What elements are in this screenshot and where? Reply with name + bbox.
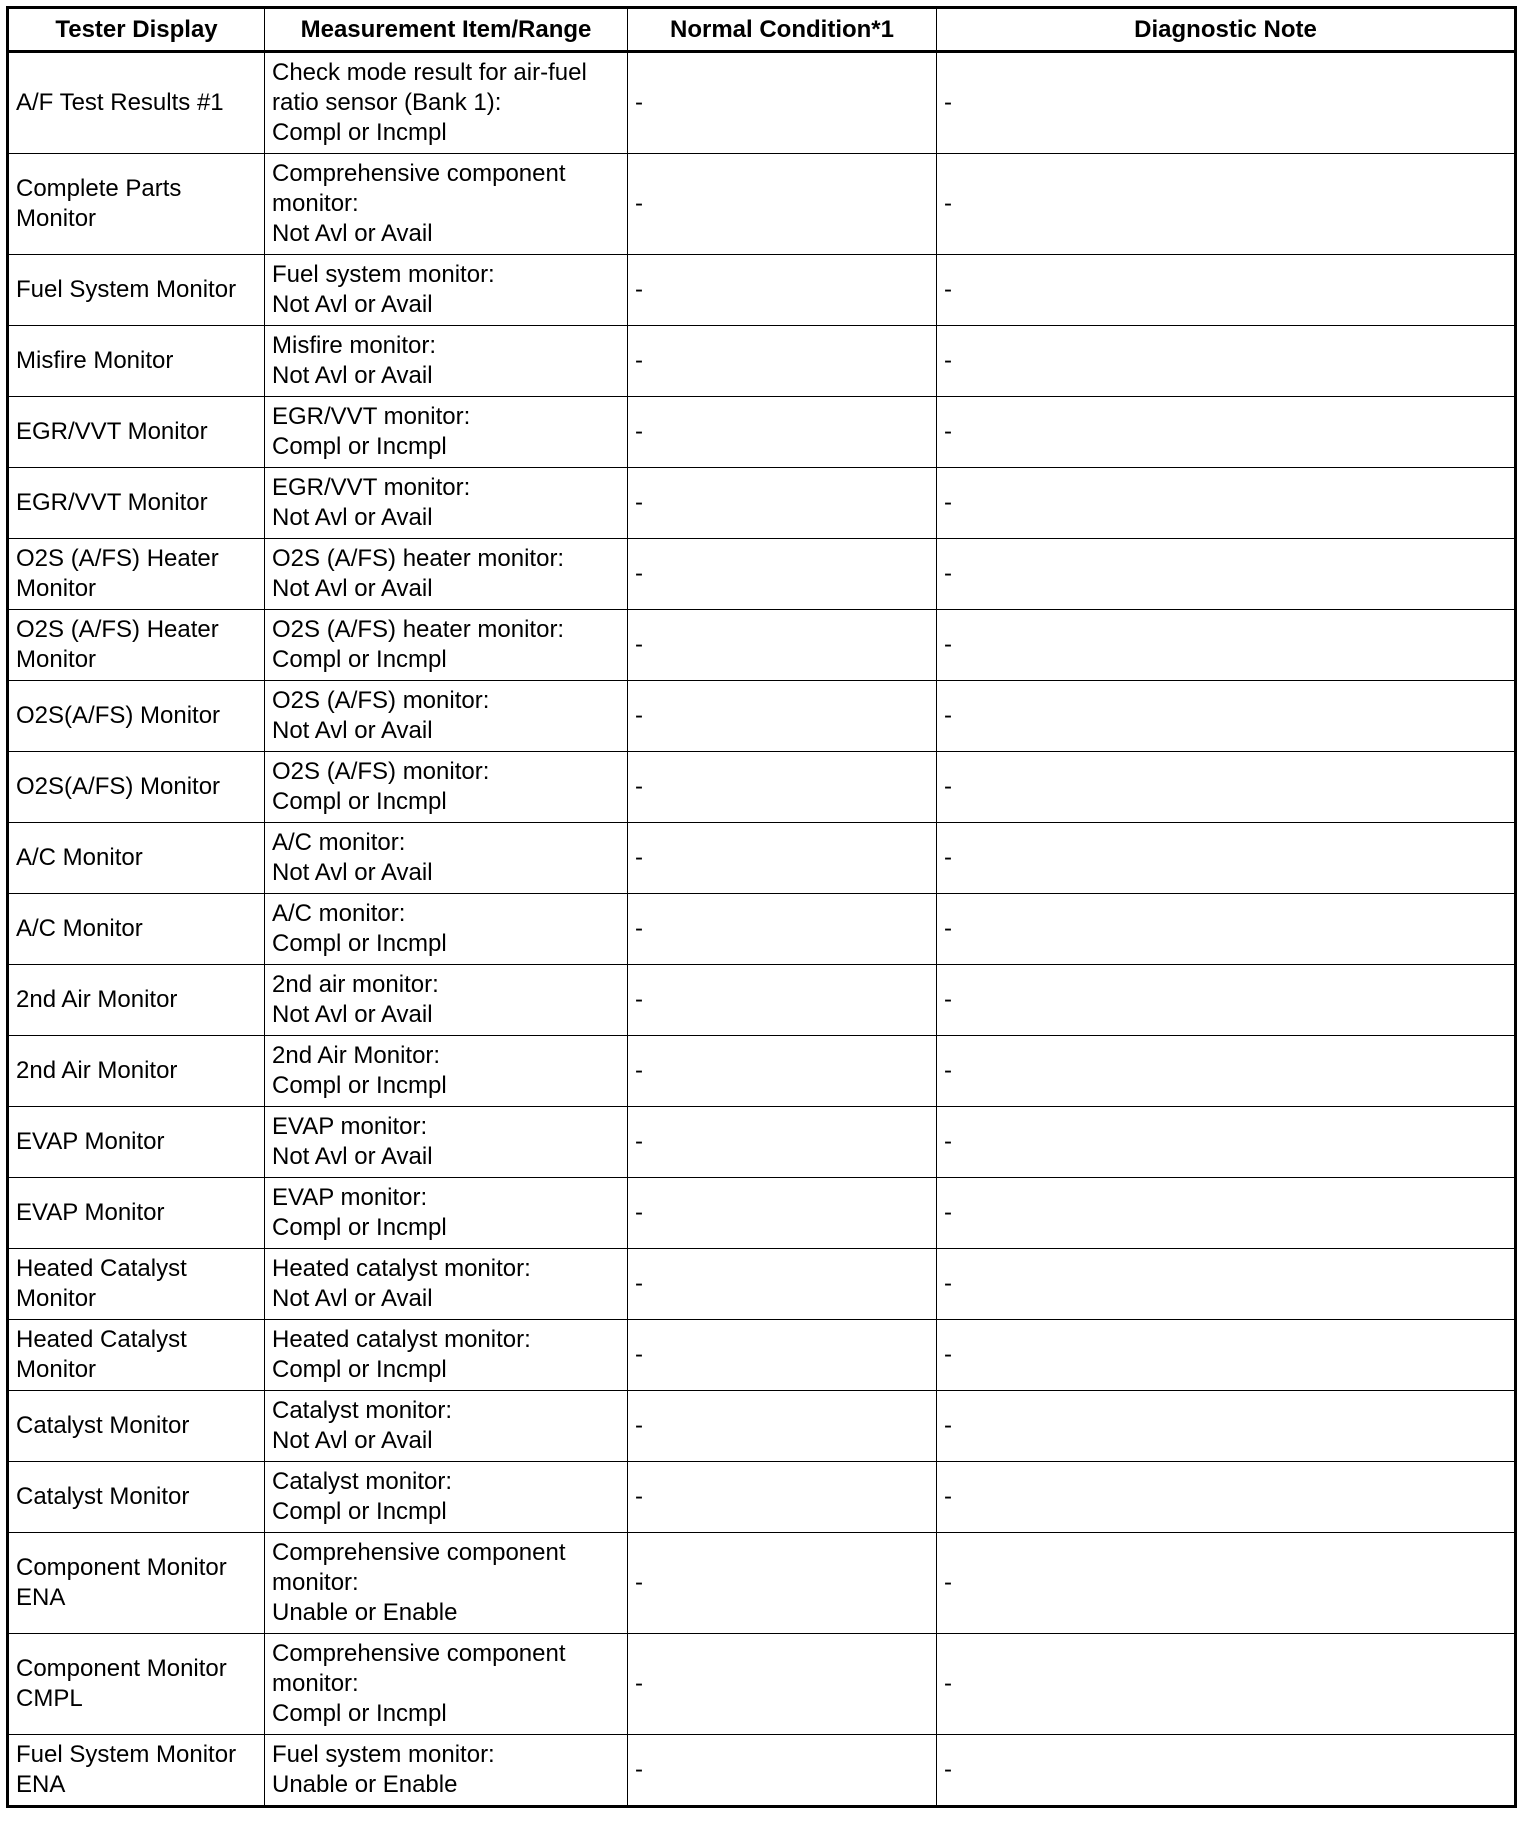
tester-display-text: O2S(A/FS) Monitor [16,702,221,729]
table-row [8,1391,1516,1462]
measurement-item-cell [265,1634,628,1735]
measurement-item-cell [265,1462,628,1533]
measurement-item-cell [265,1107,628,1178]
diagnostic-note-cell: - [937,1462,1516,1533]
header-normal-condition: Normal Condition*1 [628,8,937,52]
table-row [8,894,1516,965]
diagnostic-note-cell: - [937,965,1516,1036]
measurement-item-text: Fuel system monitor: [272,261,495,288]
tester-display-text: EVAP Monitor [16,1199,165,1226]
tester-display-cell [8,965,265,1036]
measurement-item-cell [265,823,628,894]
normal-condition-cell: - [628,823,937,894]
measurement-item-cell [265,1320,628,1391]
diagnostic-note-cell: - [937,1391,1516,1462]
measurement-item-text: 2nd Air Monitor: [272,1042,441,1069]
table-row [8,1107,1516,1178]
measurement-item-text: Unable or Enable [272,1771,458,1798]
header-tester-display: Tester Display [8,8,265,52]
tester-display-text: Monitor [16,646,97,673]
measurement-item-text: Compl or Incmpl [272,788,447,815]
tester-display-cell [8,1036,265,1107]
measurement-item-cell [265,610,628,681]
measurement-item-text: Not Avl or Avail [272,859,433,886]
measurement-item-text: Compl or Incmpl [272,433,447,460]
table-header-row [8,8,1516,52]
diagnostic-note-cell: - [937,539,1516,610]
measurement-item-text: O2S (A/FS) monitor: [272,758,490,785]
normal-condition-cell: - [628,752,937,823]
table-row [8,823,1516,894]
measurement-item-text: Not Avl or Avail [272,362,433,389]
normal-condition-cell: - [628,1320,937,1391]
measurement-item-text: 2nd air monitor: [272,971,439,998]
tester-display-text: Monitor [16,205,97,232]
measurement-item-text: EVAP monitor: [272,1184,428,1211]
measurement-item-text: monitor: [272,1670,359,1697]
tester-display-text: ENA [16,1771,66,1798]
measurement-item-text: Heated catalyst monitor: [272,1326,531,1353]
tester-display-text: Monitor [16,1285,97,1312]
measurement-item-text: Compl or Incmpl [272,119,447,146]
measurement-item-text: Not Avl or Avail [272,1285,433,1312]
normal-condition-cell: - [628,539,937,610]
normal-condition-cell: - [628,1735,937,1807]
measurement-item-cell [265,681,628,752]
measurement-item-text: Comprehensive component [272,160,566,187]
measurement-item-text: EGR/VVT monitor: [272,474,471,501]
measurement-item-text: Not Avl or Avail [272,220,433,247]
normal-condition-cell: - [628,894,937,965]
diagnostic-note-cell: - [937,154,1516,255]
measurement-item-text: O2S (A/FS) monitor: [272,687,490,714]
measurement-item-text: O2S (A/FS) heater monitor: [272,545,565,572]
measurement-item-text: Compl or Incmpl [272,1356,447,1383]
table-row [8,326,1516,397]
table-body [8,52,1516,1807]
measurement-item-cell [265,965,628,1036]
measurement-item-cell [265,1178,628,1249]
diagnostic-note-cell: - [937,610,1516,681]
table-row [8,1462,1516,1533]
diagnostic-note-cell: - [937,1107,1516,1178]
measurement-item-text: Fuel system monitor: [272,1741,495,1768]
measurement-item-text: Not Avl or Avail [272,575,433,602]
tester-display-text: CMPL [16,1685,83,1712]
tester-display-cell [8,681,265,752]
table-row [8,539,1516,610]
tester-display-text: Complete Parts [16,175,182,202]
measurement-item-cell [265,894,628,965]
tester-display-text: Fuel System Monitor [16,276,237,303]
normal-condition-cell: - [628,1634,937,1735]
measurement-item-text: Compl or Incmpl [272,646,447,673]
measurement-item-text: A/C monitor: [272,829,406,856]
normal-condition-cell: - [628,1178,937,1249]
header-measurement-item: Measurement Item/Range [265,8,628,52]
header-diagnostic-note: Diagnostic Note [937,8,1516,52]
tester-display-text: O2S (A/FS) Heater [16,545,219,572]
table-row [8,681,1516,752]
normal-condition-cell: - [628,681,937,752]
measurement-item-cell [265,1391,628,1462]
measurement-item-text: Compl or Incmpl [272,1072,447,1099]
tester-display-cell [8,52,265,154]
measurement-item-text: Comprehensive component [272,1539,566,1566]
measurement-item-cell [265,1533,628,1634]
tester-display-text: Component Monitor [16,1655,227,1682]
tester-display-cell [8,539,265,610]
tester-display-text: EVAP Monitor [16,1128,165,1155]
normal-condition-cell: - [628,255,937,326]
normal-condition-cell: - [628,52,937,154]
table-row [8,1036,1516,1107]
tester-display-cell [8,1735,265,1807]
measurement-item-cell [265,154,628,255]
table-row [8,965,1516,1036]
measurement-item-text: Compl or Incmpl [272,1700,447,1727]
measurement-item-text: Heated catalyst monitor: [272,1255,531,1282]
tester-display-cell [8,397,265,468]
tester-display-text: Heated Catalyst [16,1326,187,1353]
tester-display-cell [8,255,265,326]
diagnostic-note-cell: - [937,1634,1516,1735]
diagnostic-note-cell: - [937,1178,1516,1249]
normal-condition-cell: - [628,1249,937,1320]
measurement-item-cell [265,468,628,539]
tester-display-text: Catalyst Monitor [16,1412,190,1439]
tester-display-text: A/F Test Results #1 [16,89,224,116]
diagnostic-note-cell: - [937,52,1516,154]
tester-display-text: Catalyst Monitor [16,1483,190,1510]
diagnostic-note-cell: - [937,468,1516,539]
tester-display-cell [8,1107,265,1178]
measurement-item-cell [265,539,628,610]
measurement-item-text: O2S (A/FS) heater monitor: [272,616,565,643]
tester-display-cell [8,1533,265,1634]
table-row [8,255,1516,326]
measurement-item-text: Not Avl or Avail [272,717,433,744]
measurement-item-text: A/C monitor: [272,900,406,927]
tester-display-cell [8,1320,265,1391]
measurement-item-cell [265,326,628,397]
measurement-item-text: monitor: [272,1569,359,1596]
measurement-item-cell [265,752,628,823]
diagnostic-note-cell: - [937,752,1516,823]
measurement-item-text: Comprehensive component [272,1640,566,1667]
tester-display-cell [8,154,265,255]
tester-display-cell [8,1249,265,1320]
measurement-item-text: EVAP monitor: [272,1113,428,1140]
tester-display-text: Fuel System Monitor [16,1741,237,1768]
measurement-item-text: Misfire monitor: [272,332,437,359]
measurement-item-text: Not Avl or Avail [272,1143,433,1170]
table-row [8,1320,1516,1391]
monitor-status-table [6,6,1517,1808]
diagnostic-note-cell: - [937,326,1516,397]
normal-condition-cell: - [628,1036,937,1107]
table-row [8,154,1516,255]
tester-display-text: ENA [16,1584,66,1611]
table-row [8,52,1516,154]
normal-condition-cell: - [628,1533,937,1634]
measurement-item-cell [265,397,628,468]
tester-display-cell [8,610,265,681]
measurement-item-text: ratio sensor (Bank 1): [272,89,502,116]
diagnostic-note-cell: - [937,894,1516,965]
diagnostic-note-cell: - [937,823,1516,894]
tester-display-text: O2S(A/FS) Monitor [16,773,221,800]
measurement-item-text: Catalyst monitor: [272,1468,453,1495]
measurement-item-text: Catalyst monitor: [272,1397,453,1424]
normal-condition-cell: - [628,610,937,681]
table-row [8,1634,1516,1735]
table-row [8,1249,1516,1320]
diagnostic-note-cell: - [937,1036,1516,1107]
measurement-item-text: Compl or Incmpl [272,1214,447,1241]
diagnostic-note-cell: - [937,681,1516,752]
table-row [8,1533,1516,1634]
measurement-item-text: Unable or Enable [272,1599,458,1626]
diagnostic-note-cell: - [937,1735,1516,1807]
tester-display-text: 2nd Air Monitor [16,986,178,1013]
normal-condition-cell: - [628,1107,937,1178]
measurement-item-text: Compl or Incmpl [272,1498,447,1525]
tester-display-text: EGR/VVT Monitor [16,418,208,445]
measurement-item-cell [265,52,628,154]
measurement-item-cell [265,1735,628,1807]
table-row [8,610,1516,681]
measurement-item-cell [265,255,628,326]
tester-display-text: Heated Catalyst [16,1255,187,1282]
table-row [8,1735,1516,1807]
table-row [8,468,1516,539]
tester-display-cell [8,1462,265,1533]
normal-condition-cell: - [628,154,937,255]
diagnostic-note-cell: - [937,255,1516,326]
tester-display-text: 2nd Air Monitor [16,1057,178,1084]
measurement-item-text: EGR/VVT monitor: [272,403,471,430]
diagnostic-note-cell: - [937,1533,1516,1634]
normal-condition-cell: - [628,397,937,468]
normal-condition-cell: - [628,326,937,397]
tester-display-cell [8,468,265,539]
measurement-item-text: Check mode result for air-fuel [272,59,587,86]
tester-display-cell [8,752,265,823]
measurement-item-cell [265,1036,628,1107]
measurement-item-text: Not Avl or Avail [272,1427,433,1454]
tester-display-text: O2S (A/FS) Heater [16,616,219,643]
normal-condition-cell: - [628,1391,937,1462]
tester-display-text: A/C Monitor [16,915,143,942]
table-row [8,397,1516,468]
tester-display-cell [8,894,265,965]
tester-display-text: Component Monitor [16,1554,227,1581]
measurement-item-cell [265,1249,628,1320]
tester-display-text: Misfire Monitor [16,347,174,374]
diagnostic-note-cell: - [937,1249,1516,1320]
tester-display-cell [8,823,265,894]
table-row [8,752,1516,823]
tester-display-cell [8,1391,265,1462]
tester-display-cell [8,1634,265,1735]
measurement-item-text: Not Avl or Avail [272,1001,433,1028]
measurement-item-text: monitor: [272,190,359,217]
tester-display-cell [8,326,265,397]
normal-condition-cell: - [628,965,937,1036]
tester-display-cell [8,1178,265,1249]
diagnostic-note-cell: - [937,1320,1516,1391]
tester-display-text: Monitor [16,575,97,602]
table-row [8,1178,1516,1249]
normal-condition-cell: - [628,468,937,539]
measurement-item-text: Compl or Incmpl [272,930,447,957]
tester-display-text: Monitor [16,1356,97,1383]
data-list-sheet [6,6,1514,1808]
measurement-item-text: Not Avl or Avail [272,504,433,531]
tester-display-text: EGR/VVT Monitor [16,489,208,516]
measurement-item-text: Not Avl or Avail [272,291,433,318]
normal-condition-cell: - [628,1462,937,1533]
tester-display-text: A/C Monitor [16,844,143,871]
diagnostic-note-cell: - [937,397,1516,468]
